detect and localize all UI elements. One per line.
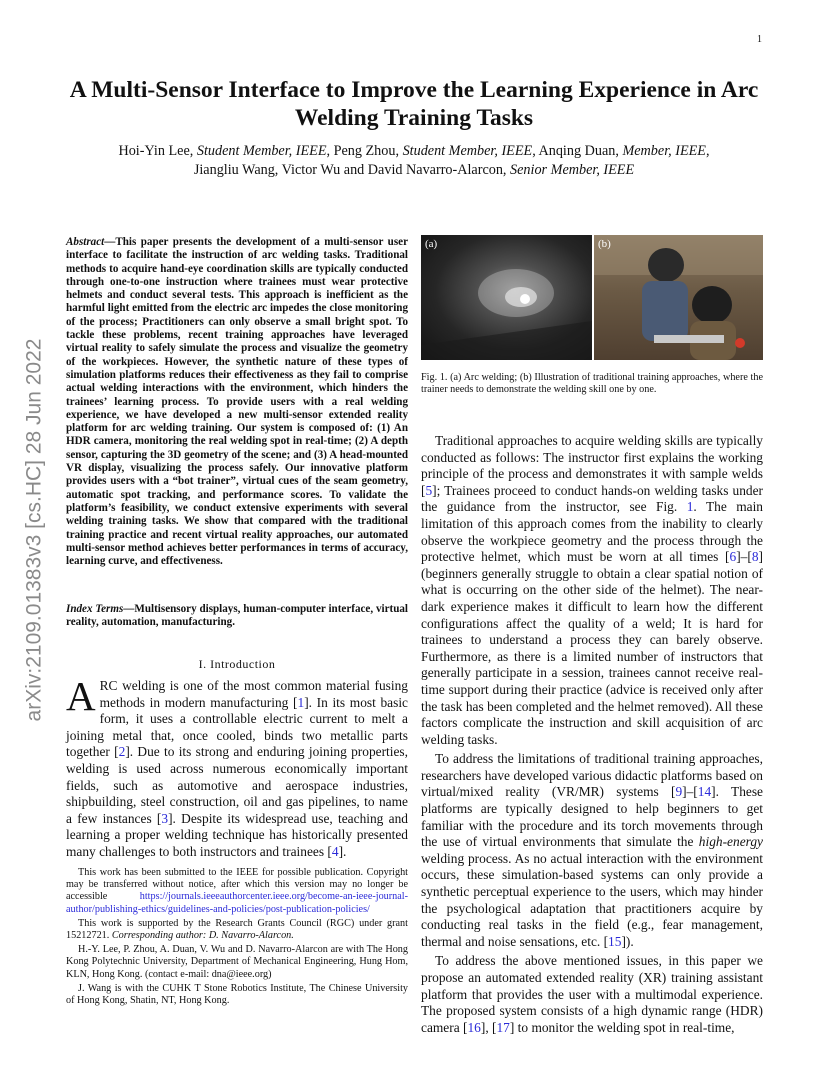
citation-link[interactable]: 8 [751, 549, 759, 565]
citation-link[interactable]: 9 [675, 784, 683, 800]
arxiv-watermark [14, 290, 54, 770]
body-text: To address the limitations of traditional training approaches, researchers have developed various didactic platforms based on virtual/mixed reality (VR/MR) systems [ [421, 751, 763, 800]
body-text: ] (beginners generally struggle to obtain a clear spatial notion of what is occurring on the other side of the helmet). The near-dark experience makes it difficult to learn how the different configurations affect the quality of a weld; It is hard for trainees to understand a process they can barely observe. Furthermore, as there is a limited number of instructors that generally participate in a session, trainees cannot receive real-time support during their practice (advice is received only after the task has been completed and the helmet removed). All these factors complicate the instruction and skill acquisition of arc welding tasks. [421, 549, 763, 747]
paragraph-proposal [421, 953, 763, 1036]
paragraph-traditional [421, 433, 763, 748]
citation-link[interactable]: 14 [697, 784, 712, 800]
arxiv-id: arXiv:2109.01383v3 [cs.HC] 28 Jun 2022 [22, 338, 46, 722]
body-text: Traditional approaches to acquire welding skills are typically conducted as follows: The instructor first explains the working principle of the process and demonstrates it with sample welds [ [421, 433, 763, 498]
figure-panel-arc-welding [421, 235, 592, 360]
body-text: ] to monitor the welding spot in real-time, [509, 1019, 735, 1035]
figure-caption: Fig. 1. (a) Arc welding; (b) Illustration of traditional training approaches, where the trainer needs to demonstrate the welding skill one by one. [421, 372, 763, 396]
body-text: ]). [621, 933, 634, 949]
figure-panel-training [594, 235, 763, 360]
policy-url-link[interactable]: https://journals.ieeeauthorcenter.ieee.org/become-an-ieee-journal-author/publishing-ethics/guidelines-and-policies/post-publication-policies/ [66, 891, 408, 915]
body-text: ]. Due to its strong and enduring joining properties, welding is used across numerous economically important fields, such as automotive and aerospace industries, shipbuilding, steel construction, oil and gas pipelines, to name a few instances [ [66, 744, 408, 826]
training-photo [594, 235, 763, 360]
footnote-funding [66, 918, 408, 942]
abstract-text: —This paper presents the development of a multi-sensor user interface to facilitate the instruction of arc welding tasks. Traditional methods to acquire hand-eye coordination skills are typically conducted through one-to-one instruction where trainees must wear protective helmets and conduct several tests. This approach is inefficient as the harmful light emitted from the electric arc impedes the close monitoring of the process; Practitioners can only observe a small bright spot. To tackle these problems, recent training approaches have leveraged virtual reality to safely simulate the process and visualize the geometry of the workpieces. However, the synthetic nature of these types of simulation platforms reduces their effectiveness as they fail to comprise actual welding interactions with the environment, which hinders the trainees’ learning process. To provide users with a real welding experience, we have developed a new multi-sensor extended reality platform for arc welding training. Our system is composed of: (1) An HDR camera, monitoring the real welding spot in real-time; (2) A depth sensor, capturing the 3D geometry of the scene; and (3) A head-mounted VR display, visualizing the process safely. Our innovative platform provides users with a “bot trainer”, virtual cues of the seam geometry, automatic spot tracking, and performance scores. To validate the platform’s feasibility, we conduct extensive experiments with several welding training tasks. We show that compared with the traditional training practice and recent virtual reality approaches, our automated multi-sensor method achieves better performances in terms of accuracy, learning curve, and effectiveness. [66, 236, 408, 568]
index-terms-lead: Index Terms [66, 603, 124, 615]
citation-link[interactable]: 3 [161, 810, 169, 826]
footnotes [66, 867, 408, 1009]
body-text: ]. [338, 843, 347, 859]
drop-cap: A [66, 673, 96, 719]
abstract-lead: Abstract [66, 236, 105, 248]
citation-link[interactable]: 5 [425, 482, 433, 498]
body-text: welding process. As no actual interaction with the environment occurs, these simulation-based systems can only provide a synthetic perceptual experience to the users, which may hinder the psychological adaptation that practitioners acquire by conducting real tasks in the field (e.g., fear management, thermal and noise sensations, etc. [ [421, 850, 763, 949]
figure-ref-link[interactable]: 1 [686, 499, 694, 515]
intro-paragraph [66, 673, 408, 861]
author-name: , Peng Zhou, [326, 143, 403, 159]
footnote-submission [66, 867, 408, 916]
author-line-1 [60, 142, 768, 161]
emphasis-text: high-energy [698, 834, 763, 850]
body-text: ]; Trainees proceed to conduct hands-on welding tasks under the guidance from the instructor, see Fig. [421, 482, 763, 515]
body-text: RC welding is one of the most common material fusing methods in modern manufacturing [ [99, 678, 408, 710]
body-text: ]. Despite its widespread use, teaching and learning a proper welding technique has historically presented many challenges to both instructors and trainees [ [66, 810, 408, 859]
index-terms [66, 603, 408, 630]
footnote-text: This work is supported by the Research Grants Council (RGC) under grant 15212721. [66, 917, 408, 942]
author-name: Jiangliu Wang, Victor Wu and David Navarro-Alarcon, [193, 162, 511, 178]
body-text: ], [ [480, 1019, 497, 1035]
footnote-affiliation-1: H.-Y. Lee, P. Zhou, A. Duan, V. Wu and D. Navarro-Alarcon are with The Hong Kong Polytechnic University, Department of Mechanical Engineering, Hung Hom, KLN, Hong Kong. (contact e-mail: dna@ieee.org) [66, 944, 408, 980]
author-role: Student Member, IEEE [196, 143, 327, 159]
body-text: To address the above mentioned issues, in this paper we propose an automated extended reality (XR) training assistant platform that provides the user with a multimodal experience. The proposed system consists of a high dynamic range (HDR) camera [ [421, 953, 763, 1035]
author-separator: , [705, 143, 710, 159]
citation-link[interactable]: 17 [496, 1019, 510, 1035]
arc-welding-photo [421, 235, 592, 360]
citation-link[interactable]: 6 [729, 549, 737, 565]
footnote-affiliation-2: J. Wang is with the CUHK T Stone Robotics Institute, The Chinese University of Hong Kong, Shatin, NT, Hong Kong. [66, 982, 408, 1007]
page-number: 1 [757, 34, 762, 45]
author-role: Member, IEEE [622, 143, 706, 159]
section-heading: I. Introduction [198, 657, 276, 671]
body-text: . The main limitation of this approach comes from the inability to clearly observe the workpiece geometry and the process through the protective helmet, which must be worn at all times [ [421, 499, 763, 565]
body-text: ]–[ [682, 784, 698, 800]
citation-link[interactable]: 2 [118, 744, 126, 760]
citation-link[interactable]: 4 [331, 843, 339, 859]
author-name: , Anqing Duan, [532, 143, 623, 159]
author-role: Senior Member, IEEE [510, 162, 635, 178]
index-terms-text: —Multisensory displays, human-computer interface, virtual reality, automation, manufacturing. [66, 603, 408, 629]
body-text: ]. These platforms are typically designed to help beginners to get familiar with the procedure and its torch movements through the use of virtual environments that simulate the [421, 784, 763, 850]
body-text: ]. In its most basic form, it uses a controllable electric current to melt a joining metal that, once cooled, binds two metallic parts together [ [66, 694, 408, 760]
panel-label-b: (b) [598, 238, 611, 250]
author-list [60, 142, 768, 180]
paper-title: A Multi-Sensor Interface to Improve the Learning Experience in Arc Welding Training Tasks [69, 77, 759, 131]
footnote-text: This work has been submitted to the IEEE for possible publication. Copyright may be transferred without notice, after which this version may no longer be accessible [66, 867, 408, 903]
citation-link[interactable]: 16 [467, 1019, 481, 1035]
panel-label-a: (a) [425, 238, 438, 250]
author-line-2 [60, 161, 768, 180]
right-column-text [421, 433, 763, 1036]
paragraph-vr-approaches [421, 751, 763, 950]
figure-1 [421, 235, 763, 360]
author-role: Student Member, IEEE [402, 143, 533, 159]
abstract [66, 236, 408, 568]
body-text: ]–[ [736, 549, 752, 565]
citation-link[interactable]: 15 [608, 933, 622, 949]
corresponding-author: Corresponding author: D. Navarro-Alarcon. [111, 930, 294, 942]
author-name: Hoi-Yin Lee, [118, 143, 197, 159]
citation-link[interactable]: 1 [297, 694, 305, 710]
